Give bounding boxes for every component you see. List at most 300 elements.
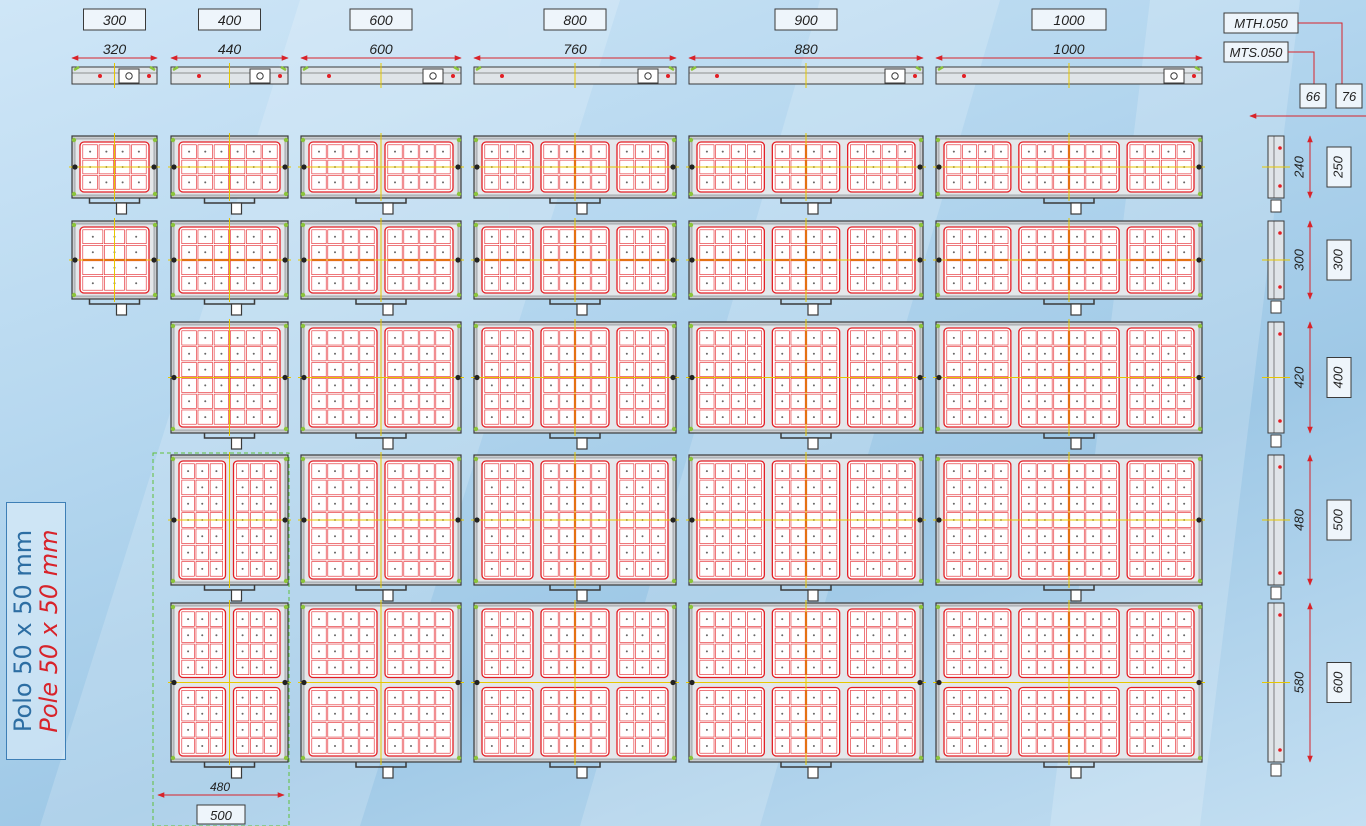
pole-hole xyxy=(426,470,428,472)
clamp-mark xyxy=(301,756,305,760)
pole-hole xyxy=(953,697,955,699)
pole-hole xyxy=(204,151,206,153)
pole-hole xyxy=(829,267,831,269)
pole-hole xyxy=(1060,267,1062,269)
pole-hole xyxy=(426,181,428,183)
pole-hole xyxy=(738,618,740,620)
pole-hole xyxy=(1000,535,1002,537)
pole-hole xyxy=(442,568,444,570)
pole-hole xyxy=(969,650,971,652)
pole-hole xyxy=(318,282,320,284)
pole-hole xyxy=(1028,552,1030,554)
pole-hole xyxy=(984,697,986,699)
pole-hole xyxy=(442,369,444,371)
pole-hole xyxy=(242,634,244,636)
pole-hole xyxy=(491,729,493,731)
pole-hole xyxy=(1060,282,1062,284)
clamp-mark xyxy=(936,427,940,431)
pole-hole xyxy=(642,470,644,472)
pole-hole xyxy=(426,503,428,505)
pole-hole xyxy=(92,282,94,284)
pole-hole xyxy=(1152,697,1154,699)
pole-hole xyxy=(582,634,584,636)
pole-hole xyxy=(1167,650,1169,652)
pole-hole xyxy=(366,634,368,636)
pole-hole xyxy=(394,369,396,371)
pole-hole xyxy=(738,486,740,488)
pole-hole xyxy=(1000,486,1002,488)
locating-pin xyxy=(689,375,694,380)
pole-hole xyxy=(582,400,584,402)
locating-pin xyxy=(171,164,176,169)
clamp-mark xyxy=(936,579,940,583)
pole-hole xyxy=(1167,745,1169,747)
locating-pin xyxy=(455,375,460,380)
fixing-hole xyxy=(1278,146,1282,150)
pole-hole xyxy=(1167,251,1169,253)
pole-hole xyxy=(350,568,352,570)
pole-hole xyxy=(1092,568,1094,570)
pole-hole xyxy=(642,729,644,731)
pole-hole xyxy=(657,181,659,183)
chuck-plate-1000x600 xyxy=(933,600,1205,778)
pole-hole xyxy=(781,181,783,183)
pole-hole xyxy=(738,267,740,269)
locating-pin xyxy=(282,375,287,380)
pole-hole xyxy=(253,282,255,284)
pole-hole xyxy=(1044,486,1046,488)
pole-hole xyxy=(187,470,189,472)
pole-hole xyxy=(642,181,644,183)
locating-pin xyxy=(455,257,460,262)
pole-hole xyxy=(582,568,584,570)
pole-hole xyxy=(522,251,524,253)
pole-hole xyxy=(626,486,628,488)
pole-hole xyxy=(1000,745,1002,747)
pole-hole xyxy=(1092,251,1094,253)
pole-hole xyxy=(969,618,971,620)
pole-hole xyxy=(1076,282,1078,284)
pole-hole xyxy=(642,369,644,371)
pole-hole xyxy=(318,470,320,472)
pole-hole xyxy=(1108,470,1110,472)
fixing-hole xyxy=(147,74,151,78)
clamp-mark xyxy=(936,756,940,760)
pole-hole xyxy=(642,503,644,505)
pole-hole xyxy=(657,535,659,537)
pole-hole xyxy=(797,181,799,183)
pole-hole xyxy=(888,503,890,505)
pole-hole xyxy=(550,384,552,386)
clamp-mark xyxy=(689,192,693,196)
pole-hole xyxy=(813,650,815,652)
pole-hole xyxy=(188,267,190,269)
pole-hole xyxy=(318,729,320,731)
pole-hole xyxy=(657,384,659,386)
pole-hole xyxy=(394,337,396,339)
pole-hole xyxy=(269,337,271,339)
clamp-mark xyxy=(1198,579,1202,583)
pole-hole xyxy=(1060,251,1062,253)
pole-hole xyxy=(550,552,552,554)
pole-hole xyxy=(904,151,906,153)
pole-hole xyxy=(334,745,336,747)
pole-hole xyxy=(1108,337,1110,339)
pole-hole xyxy=(350,384,352,386)
pole-hole xyxy=(215,634,217,636)
cable-connector xyxy=(383,304,393,315)
pole-hole xyxy=(888,369,890,371)
pole-hole xyxy=(781,470,783,472)
pole-hole xyxy=(491,650,493,652)
pole-hole xyxy=(1152,353,1154,355)
pole-hole xyxy=(1167,697,1169,699)
clamp-mark xyxy=(474,579,478,583)
pole-hole xyxy=(888,535,890,537)
pole-hole xyxy=(201,650,203,652)
chuck-plate-600x600 xyxy=(298,600,464,778)
pole-hole xyxy=(550,151,552,153)
pole-hole xyxy=(1152,282,1154,284)
height-dimension-label: 300 xyxy=(1291,249,1307,271)
pole-hole xyxy=(350,650,352,652)
pole-hole xyxy=(188,236,190,238)
pole-hole xyxy=(550,713,552,715)
pole-hole xyxy=(1044,282,1046,284)
pole-hole xyxy=(642,267,644,269)
pole-hole xyxy=(256,713,258,715)
pole-hole xyxy=(269,236,271,238)
pole-hole xyxy=(105,181,107,183)
pole-hole xyxy=(984,267,986,269)
pole-hole xyxy=(334,151,336,153)
pole-hole xyxy=(706,353,708,355)
pole-hole xyxy=(1183,151,1185,153)
pole-hole xyxy=(1092,650,1094,652)
pole-hole xyxy=(1152,568,1154,570)
pole-hole xyxy=(857,369,859,371)
pole-hole xyxy=(566,535,568,537)
pole-hole xyxy=(394,697,396,699)
pole-hole xyxy=(201,486,203,488)
locating-pin xyxy=(1196,257,1201,262)
pole-hole xyxy=(797,267,799,269)
cable-connector xyxy=(1071,438,1081,449)
chuck-plate-800x500 xyxy=(471,452,679,601)
pole-hole xyxy=(582,470,584,472)
fixing-hole xyxy=(1278,231,1282,235)
pole-hole xyxy=(366,251,368,253)
pole-hole xyxy=(642,552,644,554)
pole-hole xyxy=(350,729,352,731)
pole-hole xyxy=(706,650,708,652)
pole-hole xyxy=(1028,713,1030,715)
pole-hole xyxy=(1167,369,1169,371)
pole-hole xyxy=(1092,729,1094,731)
pole-hole xyxy=(350,267,352,269)
pole-hole xyxy=(984,151,986,153)
pole-hole xyxy=(598,151,600,153)
pole-hole xyxy=(953,416,955,418)
pole-hole xyxy=(1076,634,1078,636)
pole-hole xyxy=(706,151,708,153)
pole-hole xyxy=(269,267,271,269)
cable-connector xyxy=(577,304,587,315)
pole-hole xyxy=(507,729,509,731)
pole-hole xyxy=(781,267,783,269)
locating-pin xyxy=(936,164,941,169)
pole-hole xyxy=(969,151,971,153)
pole-hole xyxy=(904,337,906,339)
pole-hole xyxy=(1000,697,1002,699)
pole-hole xyxy=(953,267,955,269)
pole-hole xyxy=(1152,634,1154,636)
locating-pin xyxy=(301,164,306,169)
pole-hole xyxy=(491,353,493,355)
pole-hole xyxy=(410,400,412,402)
pole-hole xyxy=(829,729,831,731)
clamp-mark xyxy=(474,756,478,760)
pole-hole xyxy=(642,486,644,488)
pole-hole xyxy=(953,568,955,570)
pole-hole xyxy=(410,369,412,371)
pole-hole xyxy=(781,337,783,339)
fixing-hole xyxy=(278,74,282,78)
pole-hole xyxy=(1092,151,1094,153)
pole-hole xyxy=(394,282,396,284)
size-box-label: 500 xyxy=(1330,509,1346,531)
pole-hole xyxy=(491,568,493,570)
pole-hole xyxy=(1076,267,1078,269)
pole-size-label xyxy=(6,502,66,760)
locating-pin xyxy=(282,680,287,685)
pole-hole xyxy=(366,369,368,371)
clamp-mark xyxy=(936,192,940,196)
pole-hole xyxy=(237,369,239,371)
pole-hole xyxy=(522,353,524,355)
pole-hole xyxy=(598,353,600,355)
pole-hole xyxy=(797,745,799,747)
pole-hole xyxy=(1183,282,1185,284)
pole-hole xyxy=(1092,535,1094,537)
pole-hole xyxy=(1136,618,1138,620)
pole-hole xyxy=(829,503,831,505)
pole-hole xyxy=(722,713,724,715)
pole-hole xyxy=(242,713,244,715)
clamp-mark xyxy=(919,324,923,328)
pole-hole xyxy=(888,470,890,472)
clamp-mark xyxy=(672,457,676,461)
size-box-label: 600 xyxy=(1330,671,1346,694)
pole-hole xyxy=(582,251,584,253)
locating-pin xyxy=(474,164,479,169)
pole-hole xyxy=(187,697,189,699)
pole-hole xyxy=(318,503,320,505)
pole-hole xyxy=(1028,282,1030,284)
fixing-hole xyxy=(197,74,201,78)
pole-hole xyxy=(753,282,755,284)
pole-hole xyxy=(334,369,336,371)
fixing-hole xyxy=(1278,332,1282,336)
pole-hole xyxy=(872,634,874,636)
pole-hole xyxy=(366,353,368,355)
pole-hole xyxy=(1076,486,1078,488)
pole-hole xyxy=(1136,353,1138,355)
locating-pin xyxy=(72,257,77,262)
pole-hole xyxy=(969,503,971,505)
clamp-mark xyxy=(1198,427,1202,431)
pole-hole xyxy=(797,400,799,402)
pole-hole xyxy=(522,486,524,488)
locating-pin xyxy=(670,517,675,522)
pole-hole xyxy=(366,666,368,668)
pole-hole xyxy=(426,251,428,253)
pole-hole xyxy=(582,416,584,418)
size-box-label: 300 xyxy=(1330,249,1346,271)
pole-hole xyxy=(350,337,352,339)
pole-hole xyxy=(550,535,552,537)
fixing-hole xyxy=(1192,74,1196,78)
pole-hole xyxy=(410,236,412,238)
size-box-label: 400 xyxy=(1330,366,1346,389)
pole-hole xyxy=(318,416,320,418)
pole-hole xyxy=(781,503,783,505)
clamp-mark xyxy=(672,192,676,196)
size-box-label: 800 xyxy=(563,12,587,28)
pole-hole xyxy=(491,384,493,386)
pole-hole xyxy=(753,697,755,699)
pole-hole xyxy=(394,181,396,183)
pole-hole xyxy=(426,535,428,537)
pole-hole xyxy=(1060,470,1062,472)
fixing-hole xyxy=(327,74,331,78)
pole-hole xyxy=(1167,535,1169,537)
pole-hole xyxy=(969,535,971,537)
pole-hole xyxy=(253,416,255,418)
pole-hole xyxy=(706,745,708,747)
pole-hole xyxy=(1183,713,1185,715)
size-box-label: 600 xyxy=(369,12,393,28)
pole-hole xyxy=(237,251,239,253)
pole-hole xyxy=(1028,666,1030,668)
pole-hole xyxy=(334,697,336,699)
pole-hole xyxy=(829,384,831,386)
pole-hole xyxy=(904,181,906,183)
pole-hole xyxy=(1000,181,1002,183)
pole-hole xyxy=(566,713,568,715)
pole-hole xyxy=(1136,666,1138,668)
clamp-mark xyxy=(936,324,940,328)
chuck-plate-800x600 xyxy=(471,600,679,778)
pole-hole xyxy=(969,666,971,668)
pole-hole xyxy=(1167,384,1169,386)
pole-hole xyxy=(201,666,203,668)
pole-hole xyxy=(242,618,244,620)
pole-hole xyxy=(1092,369,1094,371)
pole-hole xyxy=(318,634,320,636)
pole-hole xyxy=(318,337,320,339)
width-dimension-label: 440 xyxy=(217,41,242,57)
pole-hole xyxy=(270,713,272,715)
pole-hole xyxy=(829,181,831,183)
pole-hole xyxy=(969,713,971,715)
pole-hole xyxy=(626,369,628,371)
pole-hole xyxy=(857,729,859,731)
pole-hole xyxy=(722,618,724,620)
connector-box xyxy=(1164,69,1184,83)
pole-hole xyxy=(491,337,493,339)
pole-hole xyxy=(813,369,815,371)
pole-hole xyxy=(626,618,628,620)
pole-hole xyxy=(1060,697,1062,699)
pole-hole xyxy=(318,384,320,386)
pole-hole xyxy=(1000,267,1002,269)
clamp-mark xyxy=(284,223,288,227)
pole-hole xyxy=(1108,400,1110,402)
pole-hole xyxy=(220,267,222,269)
pole-hole xyxy=(201,503,203,505)
pole-hole xyxy=(738,634,740,636)
pole-hole xyxy=(953,369,955,371)
pole-hole xyxy=(969,353,971,355)
pole-hole xyxy=(270,729,272,731)
pole-hole xyxy=(904,400,906,402)
pole-hole xyxy=(598,384,600,386)
pole-hole xyxy=(582,181,584,183)
pole-hole xyxy=(813,353,815,355)
pole-hole xyxy=(334,666,336,668)
pole-hole xyxy=(442,181,444,183)
pole-hole xyxy=(872,236,874,238)
pole-hole xyxy=(598,251,600,253)
locating-pin xyxy=(301,680,306,685)
pole-hole xyxy=(984,251,986,253)
pole-hole xyxy=(829,236,831,238)
pole-hole xyxy=(550,181,552,183)
pole-hole xyxy=(550,486,552,488)
cable-connector xyxy=(1071,767,1081,778)
pole-hole xyxy=(1183,369,1185,371)
pole-hole xyxy=(626,236,628,238)
pole-hole xyxy=(442,400,444,402)
pole-hole xyxy=(366,552,368,554)
pole-hole xyxy=(872,745,874,747)
pole-hole xyxy=(598,713,600,715)
chuck-plate-400x500 xyxy=(168,452,291,601)
pole-hole xyxy=(888,400,890,402)
pole-hole xyxy=(188,151,190,153)
pole-hole xyxy=(797,535,799,537)
clamp-mark xyxy=(171,223,175,227)
pole-hole xyxy=(410,181,412,183)
pole-hole xyxy=(253,337,255,339)
pole-hole xyxy=(394,151,396,153)
pole-hole xyxy=(857,650,859,652)
pole-hole xyxy=(657,666,659,668)
pole-hole xyxy=(334,353,336,355)
pole-hole xyxy=(334,634,336,636)
fixing-hole xyxy=(1278,285,1282,289)
pole-hole xyxy=(1152,729,1154,731)
pole-hole xyxy=(582,618,584,620)
pole-hole xyxy=(1044,634,1046,636)
pole-hole xyxy=(829,486,831,488)
pole-hole xyxy=(204,353,206,355)
pole-hole xyxy=(188,353,190,355)
pole-hole xyxy=(522,282,524,284)
pole-hole xyxy=(442,151,444,153)
pole-hole xyxy=(706,697,708,699)
